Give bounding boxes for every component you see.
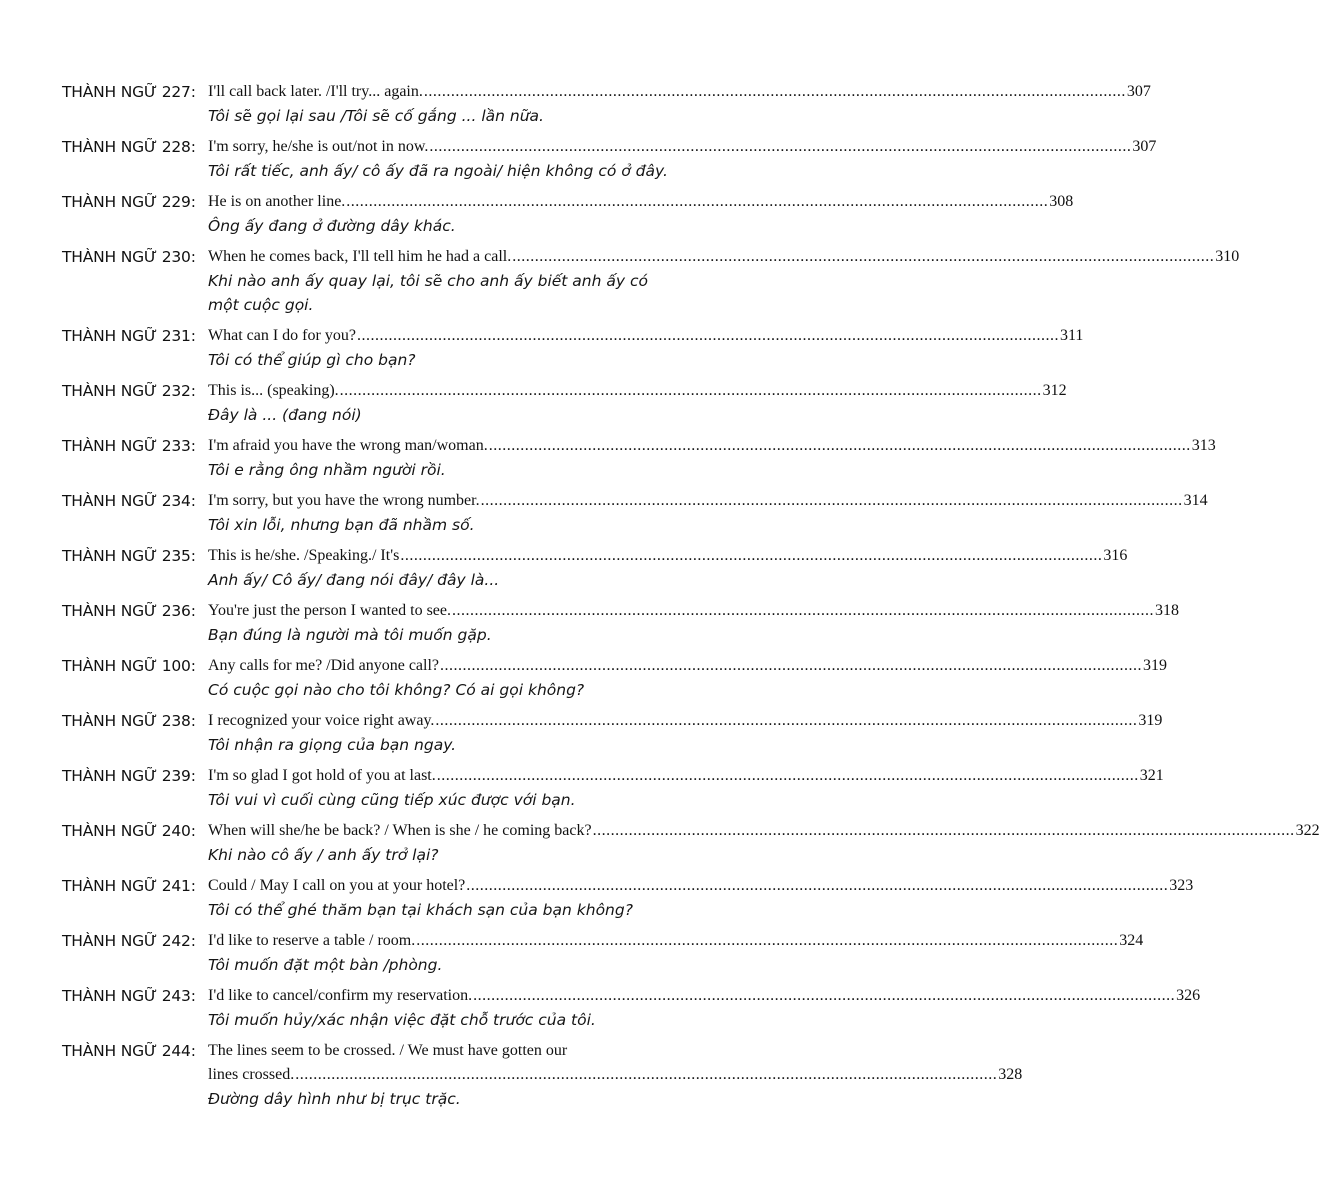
entry-label: THÀNH NGỮ 100: bbox=[62, 657, 196, 675]
entry-page-number: 321 bbox=[1139, 767, 1164, 784]
entry-english-line bbox=[208, 654, 1168, 678]
dot-leader bbox=[295, 1063, 997, 1087]
entry-english-text: This is... (speaking). bbox=[208, 382, 339, 399]
dot-leader bbox=[346, 190, 1048, 214]
entry-page-number: 307 bbox=[1132, 138, 1157, 155]
entry-page-number: 318 bbox=[1155, 602, 1179, 619]
entry-english-text: I'd like to cancel/confirm my reservation. bbox=[208, 987, 473, 1004]
entry-vietnamese-text: Tôi có thể ghé thăm bạn tại khách sạn của bạn không? bbox=[208, 901, 633, 919]
entry-page-number: 308 bbox=[1049, 193, 1074, 210]
entry-label: THÀNH NGỮ 234: bbox=[62, 492, 196, 510]
entry-label: THÀNH NGỮ 236: bbox=[62, 602, 196, 620]
dot-leader bbox=[435, 709, 1137, 733]
entry-page-number: 324 bbox=[1119, 932, 1144, 949]
entry-body bbox=[208, 544, 1128, 592]
entry-label: THÀNH NGỮ 240: bbox=[62, 822, 196, 840]
entry-english-text: This is he/she. /Speaking./ It's bbox=[208, 547, 400, 564]
entry-english-line bbox=[208, 245, 1240, 269]
dot-leader bbox=[437, 764, 1139, 788]
entry-vietnamese-text: Tôi có thể giúp gì cho bạn? bbox=[208, 351, 416, 369]
entry-english-line bbox=[208, 1063, 1023, 1087]
entry-english-line bbox=[208, 80, 1151, 104]
entry-english-line bbox=[208, 929, 1144, 953]
toc-entry bbox=[62, 80, 1151, 128]
toc-entry bbox=[62, 379, 1067, 427]
entry-english-text: I'm sorry, he/she is out/not in now. bbox=[208, 138, 429, 155]
entry-label: THÀNH NGỮ 244: bbox=[62, 1042, 196, 1060]
entry-english-line bbox=[208, 984, 1201, 1008]
table-of-contents bbox=[62, 80, 1320, 1118]
toc-entry bbox=[62, 874, 1194, 922]
entry-page-number: 323 bbox=[1169, 877, 1194, 894]
dot-leader bbox=[429, 135, 1131, 159]
entry-label: THÀNH NGỮ 232: bbox=[62, 382, 196, 400]
entry-body bbox=[208, 599, 1179, 647]
entry-body bbox=[208, 654, 1168, 702]
dot-leader bbox=[512, 245, 1214, 269]
entry-english-line bbox=[208, 434, 1216, 458]
toc-entry bbox=[62, 984, 1201, 1032]
toc-entry bbox=[62, 709, 1163, 757]
entry-label: THÀNH NGỮ 229: bbox=[62, 193, 196, 211]
entry-label: THÀNH NGỮ 243: bbox=[62, 987, 196, 1005]
toc-entry bbox=[62, 929, 1144, 977]
entry-english-text: When will she/he be back? / When is she / he coming back? bbox=[208, 822, 592, 839]
entry-page-number: 319 bbox=[1143, 657, 1168, 674]
entry-english-text: When he comes back, I'll tell him he had a call. bbox=[208, 248, 512, 265]
toc-entry bbox=[62, 324, 1084, 372]
entry-vietnamese-text: Tôi muốn hủy/xác nhận việc đặt chỗ trước của tôi. bbox=[208, 1011, 596, 1029]
toc-entry bbox=[62, 489, 1208, 537]
entry-body bbox=[208, 709, 1163, 757]
entry-page-number: 316 bbox=[1103, 547, 1128, 564]
entry-page-number: 314 bbox=[1183, 492, 1208, 509]
entry-label: THÀNH NGỮ 228: bbox=[62, 138, 196, 156]
entry-page-number: 319 bbox=[1138, 712, 1163, 729]
entry-english-line bbox=[208, 324, 1084, 348]
entry-page-number: 326 bbox=[1176, 987, 1201, 1004]
dot-leader bbox=[593, 819, 1295, 843]
toc-entry bbox=[62, 819, 1320, 867]
entry-body bbox=[208, 984, 1201, 1032]
entry-vietnamese-text: Tôi vui vì cuối cùng cũng tiếp xúc được với bạn. bbox=[208, 791, 576, 809]
entry-vietnamese-text: Tôi sẽ gọi lại sau /Tôi sẽ cố gắng ... lần nữa. bbox=[208, 107, 544, 125]
entry-label: THÀNH NGỮ 242: bbox=[62, 932, 196, 950]
entry-english-line bbox=[208, 489, 1208, 513]
entry-english-line bbox=[208, 709, 1163, 733]
dot-leader bbox=[489, 434, 1191, 458]
entry-vietnamese-text: Tôi xin lỗi, nhưng bạn đã nhầm số. bbox=[208, 516, 475, 534]
entry-page-number: 310 bbox=[1215, 248, 1240, 265]
entry-vietnamese-text-continued: một cuộc gọi. bbox=[208, 296, 314, 314]
entry-english-text: Could / May I call on you at your hotel? bbox=[208, 877, 466, 894]
entry-label: THÀNH NGỮ 233: bbox=[62, 437, 196, 455]
entry-english-text: You're just the person I wanted to see. bbox=[208, 602, 451, 619]
toc-entry bbox=[62, 544, 1128, 592]
entry-english-line bbox=[208, 135, 1157, 159]
entry-vietnamese-text: Ông ấy đang ở đường dây khác. bbox=[208, 217, 456, 235]
entry-body bbox=[208, 819, 1320, 867]
entry-body bbox=[208, 489, 1208, 537]
entry-english-line bbox=[208, 874, 1194, 898]
entry-label: THÀNH NGỮ 238: bbox=[62, 712, 196, 730]
dot-leader bbox=[473, 984, 1175, 1008]
entry-page-number: 307 bbox=[1126, 83, 1151, 100]
entry-vietnamese-text: Đường dây hình như bị trục trặc. bbox=[208, 1090, 461, 1108]
entry-label: THÀNH NGỮ 227: bbox=[62, 83, 196, 101]
entry-vietnamese-text: Có cuộc gọi nào cho tôi không? Có ai gọi không? bbox=[208, 681, 585, 699]
entry-vietnamese-text: Tôi rất tiếc, anh ấy/ cô ấy đã ra ngoài/ hiện không có ở đây. bbox=[208, 162, 668, 180]
entry-page-number: 311 bbox=[1059, 327, 1084, 344]
dot-leader bbox=[452, 599, 1154, 623]
toc-entry bbox=[62, 599, 1179, 647]
entry-english-first-line: The lines seem to be crossed. / We must have gotten our bbox=[208, 1042, 568, 1059]
entry-english-text: He is on another line. bbox=[208, 193, 346, 210]
entry-body bbox=[208, 1039, 1023, 1111]
entry-body bbox=[208, 379, 1067, 427]
entry-english-text: What can I do for you? bbox=[208, 327, 356, 344]
entry-english-line bbox=[208, 764, 1164, 788]
entry-vietnamese-text: Tôi e rằng ông nhầm người rồi. bbox=[208, 461, 446, 479]
entry-page-number: 312 bbox=[1042, 382, 1067, 399]
entry-body bbox=[208, 135, 1157, 183]
entry-body bbox=[208, 245, 1240, 317]
toc-entry bbox=[62, 245, 1240, 317]
entry-english-text: I recognized your voice right away. bbox=[208, 712, 435, 729]
entry-vietnamese-text: Bạn đúng là người mà tôi muốn gặp. bbox=[208, 626, 492, 644]
entry-vietnamese-text: Khi nào cô ấy / anh ấy trở lại? bbox=[208, 846, 439, 864]
dot-leader bbox=[340, 379, 1042, 403]
entry-english-text: I'm sorry, but you have the wrong number. bbox=[208, 492, 480, 509]
toc-entry bbox=[62, 135, 1157, 183]
dot-leader bbox=[424, 80, 1126, 104]
entry-vietnamese-text: Anh ấy/ Cô ấy/ đang nói đây/ đây là... bbox=[208, 571, 500, 589]
dot-leader bbox=[400, 544, 1102, 568]
entry-body bbox=[208, 80, 1151, 128]
entry-label: THÀNH NGỮ 241: bbox=[62, 877, 196, 895]
toc-entry bbox=[62, 190, 1074, 238]
entry-vietnamese-text: Tôi nhận ra giọng của bạn ngay. bbox=[208, 736, 457, 754]
dot-leader bbox=[466, 874, 1168, 898]
entry-page-number: 322 bbox=[1295, 822, 1320, 839]
entry-vietnamese-text: Tôi muốn đặt một bàn /phòng. bbox=[208, 956, 443, 974]
entry-vietnamese-text: Khi nào anh ấy quay lại, tôi sẽ cho anh ấy biết anh ấy có bbox=[208, 272, 648, 290]
entry-english-line bbox=[208, 599, 1179, 623]
entry-label: THÀNH NGỮ 230: bbox=[62, 248, 196, 266]
entry-english-text: I'm afraid you have the wrong man/woman. bbox=[208, 437, 488, 454]
entry-english-text: I'd like to reserve a table / room. bbox=[208, 932, 416, 949]
entry-body bbox=[208, 764, 1164, 812]
entry-english-line bbox=[208, 190, 1074, 214]
entry-body bbox=[208, 190, 1074, 238]
toc-entry bbox=[62, 764, 1164, 812]
dot-leader bbox=[481, 489, 1183, 513]
toc-entry bbox=[62, 1039, 1023, 1111]
entry-label: THÀNH NGỮ 239: bbox=[62, 767, 196, 785]
entry-label: THÀNH NGỮ 231: bbox=[62, 327, 196, 345]
entry-english-line bbox=[208, 544, 1128, 568]
dot-leader bbox=[416, 929, 1118, 953]
toc-entry bbox=[62, 654, 1168, 702]
dot-leader bbox=[440, 654, 1142, 678]
entry-page-number: 328 bbox=[998, 1066, 1023, 1083]
entry-english-text: I'm so glad I got hold of you at last. bbox=[208, 767, 436, 784]
dot-leader bbox=[357, 324, 1059, 348]
entry-vietnamese-text: Đây là ... (đang nói) bbox=[208, 406, 362, 424]
entry-english-text: I'll call back later. /I'll try... again. bbox=[208, 83, 423, 100]
toc-entry bbox=[62, 434, 1216, 482]
entry-body bbox=[208, 929, 1144, 977]
entry-body bbox=[208, 874, 1194, 922]
entry-english-text: Any calls for me? /Did anyone call? bbox=[208, 657, 440, 674]
entry-body bbox=[208, 324, 1084, 372]
entry-label: THÀNH NGỮ 235: bbox=[62, 547, 196, 565]
entry-english-line bbox=[208, 379, 1067, 403]
entry-english-text: lines crossed. bbox=[208, 1066, 295, 1083]
entry-english-line bbox=[208, 819, 1320, 843]
entry-body bbox=[208, 434, 1216, 482]
entry-page-number: 313 bbox=[1191, 437, 1216, 454]
